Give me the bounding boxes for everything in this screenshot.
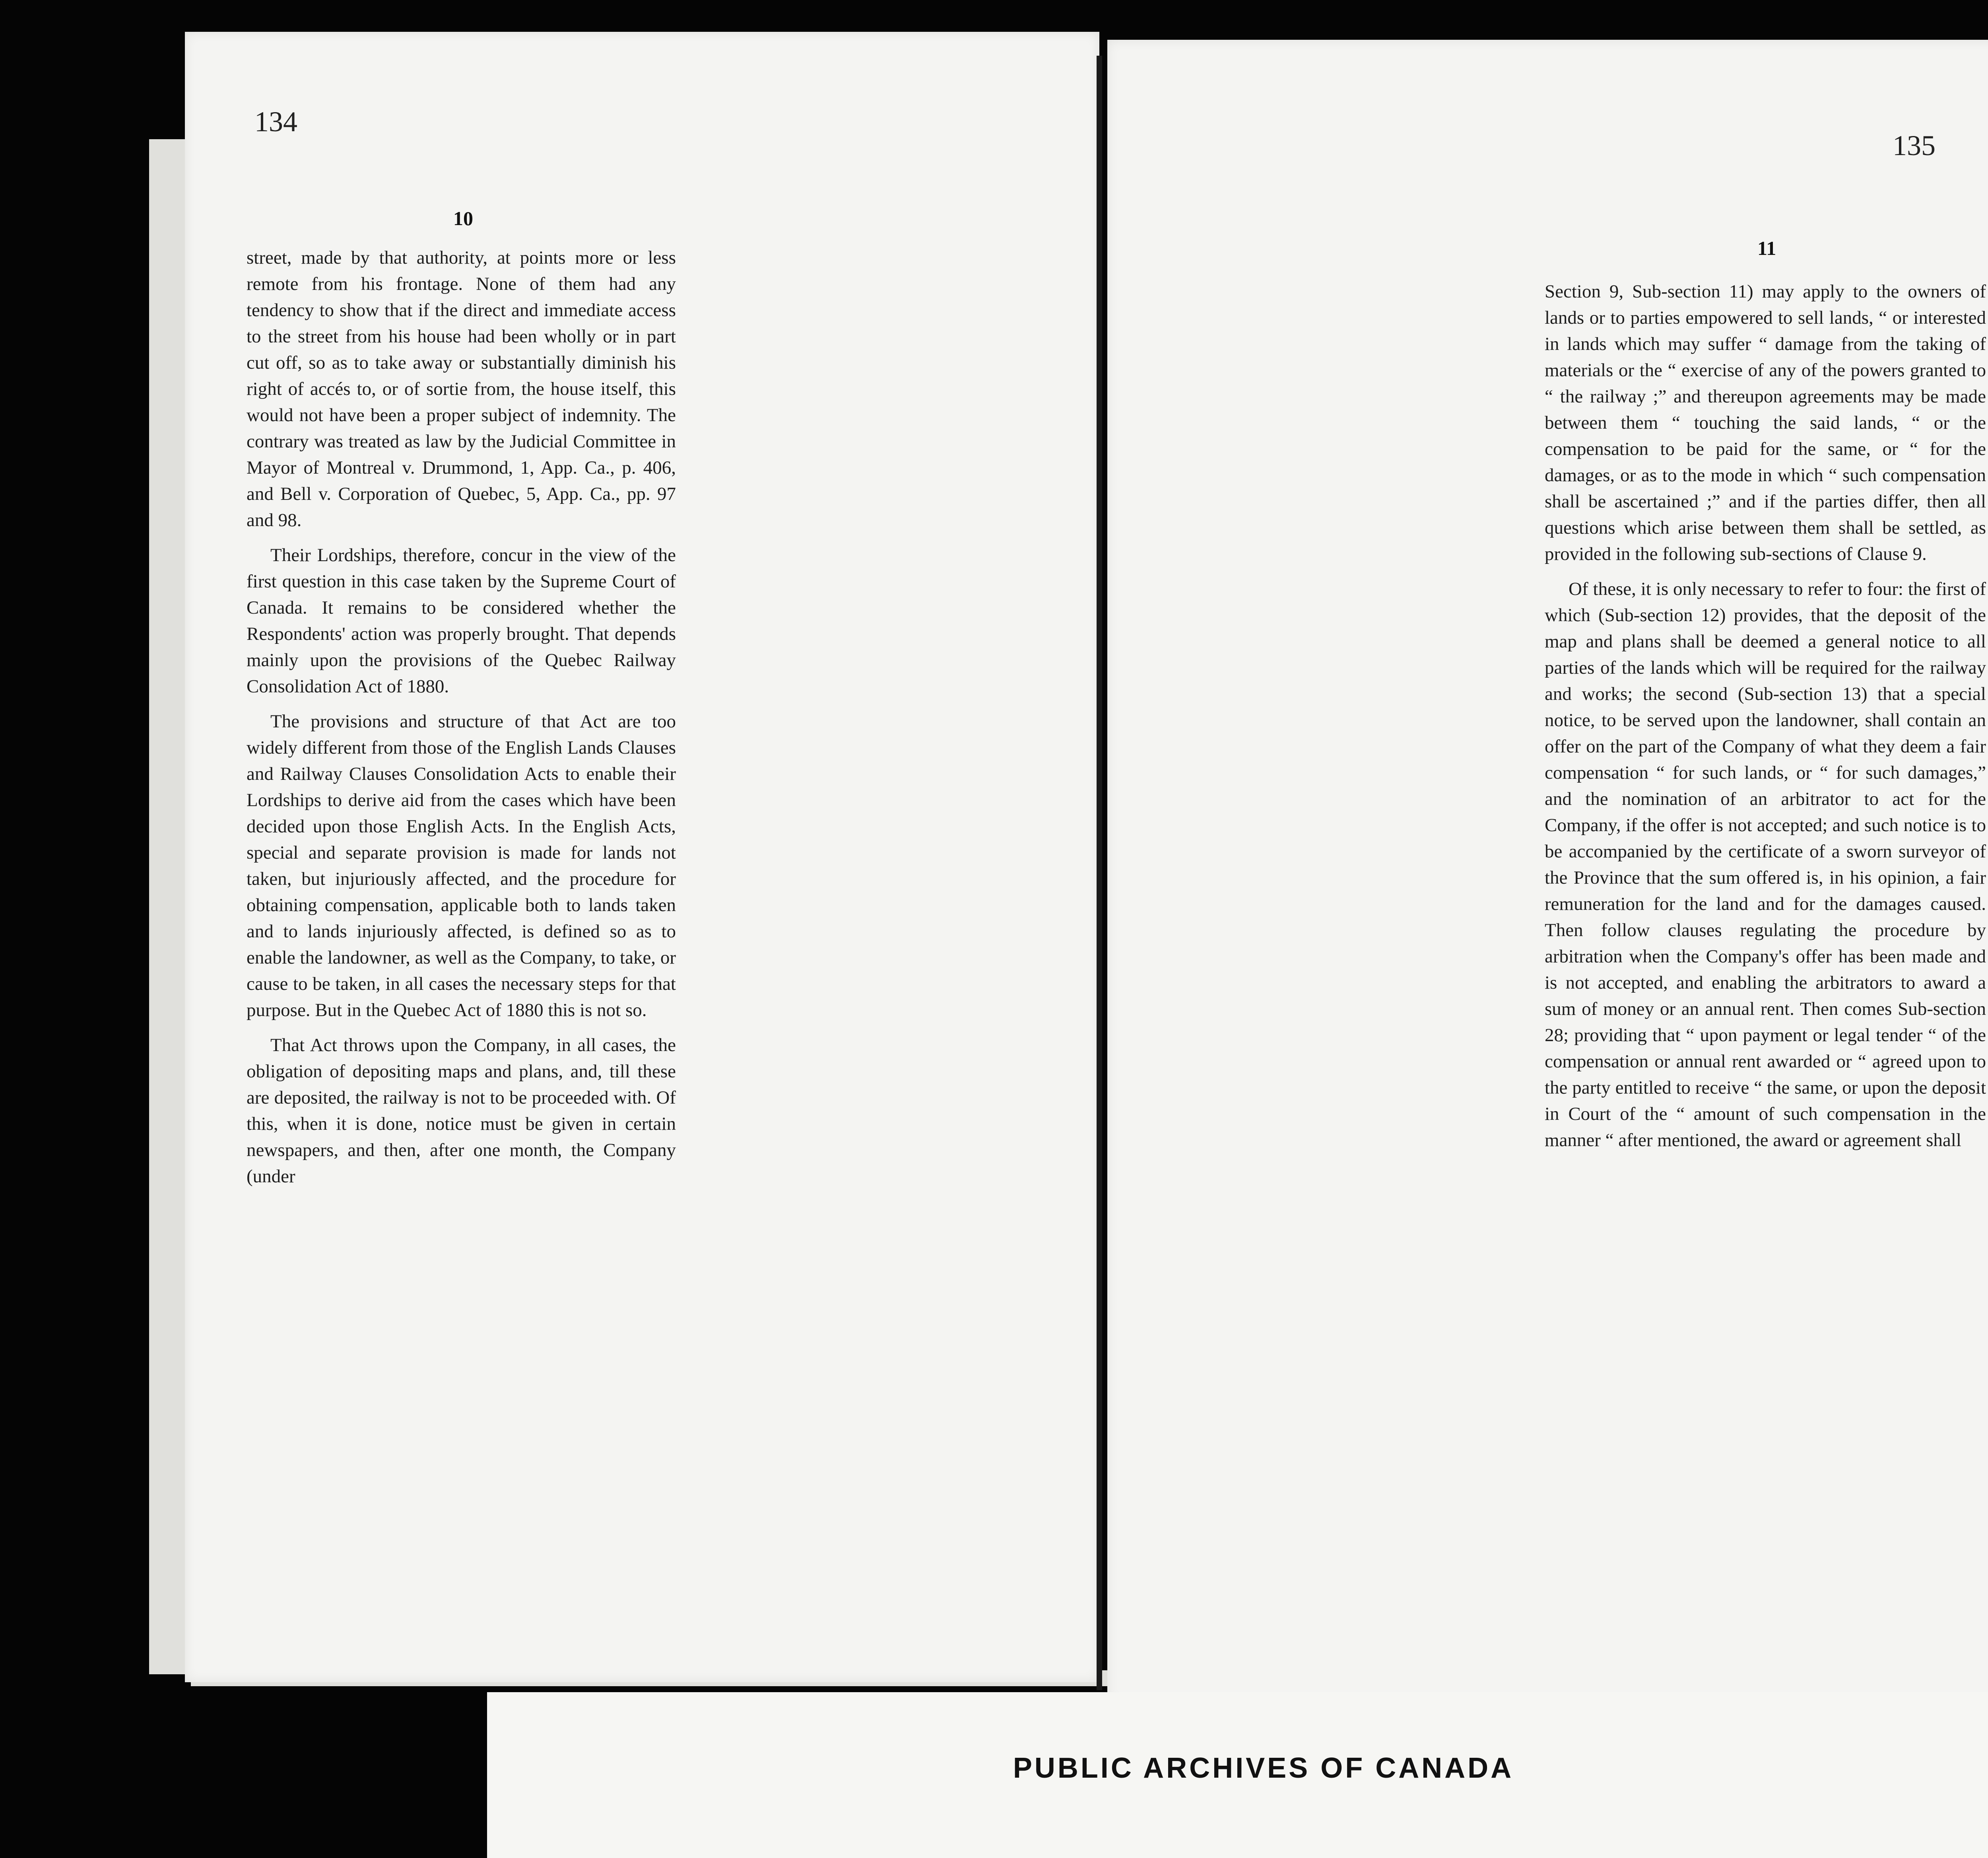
archive-label: PUBLIC ARCHIVES OF CANADA — [1013, 1752, 1514, 1784]
right-page-number: 135 — [1893, 130, 1936, 161]
paragraph: Of these, it is only necessary to refer to four: the first of which (Sub-section 12) provides, that the deposit of the map and plans shall be deemed a general notice to all parties of the lands which will be required for the railway and works; the second (Sub-section 13) that a special notice, to be served upon the landowner, shall contain an offer on the part of the Company of what they deem a fair compensation “ for such lands, or “ for such damages,” and the nomination of an arbitrator to act for the Company, if the offer is not accepted; and such notice is to be accompanied by the certificate of a sworn surveyor of the Province that the sum offered is, in his opinion, a fair remuneration for the land and for the damages caused. Then follow clauses regulating the procedure by arbitration when the Company's offer has been made and is not accepted, and enabling the arbitrators to award a sum of money or an annual rent. Then comes Sub-section 28; providing that “ upon payment or legal tender “ of the compensation or annual rent awarded or “ agreed upon to the party entitled to receive “ the same, or upon the deposit in Court of the “ amount of such compensation in the manner “ after mentioned, the award or agreement shall — [1545, 579, 1986, 1151]
right-section-number: 11 — [1757, 237, 1776, 259]
paragraph: The provisions and structure of that Act are too widely different from those of the English Lands Clauses and Railway Clauses Consolidation Acts to enable their Lordships to derive aid from the cases which have been decided upon those English Acts. In the English Acts, special and separate provision is made for lands not taken, but injuriously affected, and the procedure for obtaining compensation, applicable both to lands taken and to lands injuriously affected, is defined so as to enable the landowner, as well as the Company, to take, or cause to be taken, in all cases the necessary steps for that purpose. But in the Quebec Act of 1880 this is not so. — [247, 711, 676, 1020]
left-page-number: 134 — [254, 106, 297, 138]
page-edge-left — [149, 139, 187, 1674]
book-gutter — [1097, 56, 1102, 1690]
archive-label-band — [487, 1692, 1988, 1858]
paragraph: street, made by that authority, at points more or less remote from his frontage. None of them had any tendency to show that if the direct and immediate access to the street from his house had been wholly or in part cut off, so as to take away or substantially diminish his right of accés to, or of sortie from, the house itself, this would not have been a proper subject of indemnity. The contrary was treated as law by the Judicial Committee in Mayor of Montreal v. Drummond, 1, App. Ca., p. 406, and Bell v. Corporation of Quebec, 5, App. Ca., pp. 97 and 98. — [247, 247, 676, 531]
left-text-column — [247, 245, 676, 1189]
left-section-number: 10 — [453, 207, 473, 229]
paragraph: Section 9, Sub-section 11) may apply to the owners of lands or to parties empowered to sell lands, “ or interested in lands which may suffer “ damage from the taking of materials or the “ exercise of any of the powers granted to “ the railway ;” and thereupon agreements may be made between them “ touching the said lands, “ or the compensation to be paid for the same, or “ for the damages, or as to the mode in which “ such compensation shall be ascertained ;” and if the parties differ, then all questions which arise between them shall be settled, as provided in the following sub-sections of Clause 9. — [1545, 281, 1986, 564]
right-text-column — [1545, 278, 1986, 1153]
paragraph: Their Lordships, therefore, concur in the view of the first question in this case taken by the Supreme Court of Canada. It remains to be considered whether the Respondents' action was properly brought. That depends mainly upon the provisions of the Quebec Railway Consolidation Act of 1880. — [247, 545, 676, 697]
paragraph: That Act throws upon the Company, in all cases, the obligation of depositing maps and plans, and, till these are deposited, the railway is not to be proceeded with. Of this, when it is done, notice must be given in certain newspapers, and then, after one month, the Company (under — [247, 1035, 676, 1187]
